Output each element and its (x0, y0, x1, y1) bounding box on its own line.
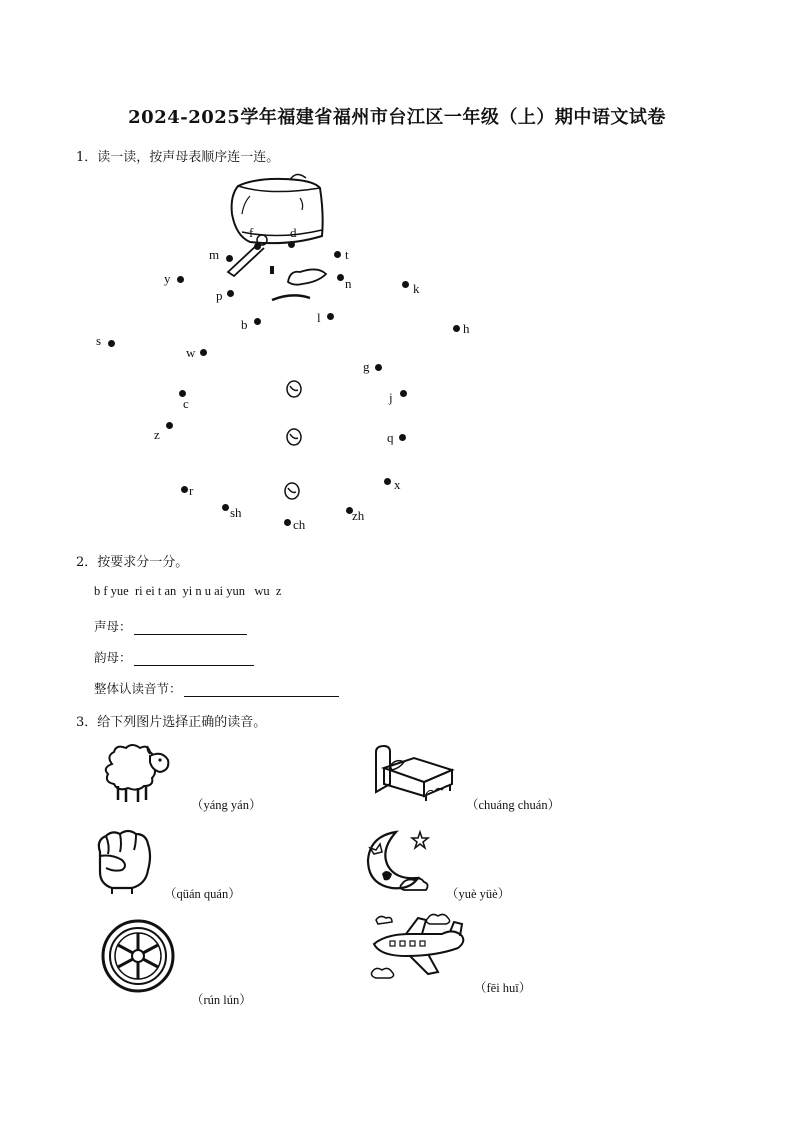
dot (400, 390, 407, 397)
dot (108, 340, 115, 347)
fist-options[interactable]: （qüán quán） (164, 887, 241, 901)
dot (254, 318, 261, 325)
dot (399, 434, 406, 441)
fist-icon (92, 826, 154, 894)
dot (375, 364, 382, 371)
dot-label: z (154, 427, 160, 442)
moon-icon (360, 826, 436, 896)
dot (334, 251, 341, 258)
dot-label: ch (293, 517, 306, 532)
yunmu-row (94, 648, 254, 666)
zhengti-label: 整体认读音节： (94, 681, 182, 696)
dot (327, 313, 334, 320)
dot-label: d (290, 225, 297, 240)
question-2-prompt: 2．按要求分一分。 (76, 555, 189, 570)
question-1-prompt: 1．读一读，按声母表顺序连一连。 (76, 150, 280, 165)
dot (453, 325, 460, 332)
dot (177, 276, 184, 283)
dot-label: l (317, 310, 321, 325)
dot-label: w (186, 345, 196, 360)
button-icon (282, 480, 302, 502)
dot-label: sh (230, 505, 242, 520)
dot-label: f (249, 225, 254, 240)
syllable-list: b f yue ri ei t an yi n u ai yun wu z (94, 584, 282, 598)
dot-label: j (389, 390, 393, 405)
dot-label: k (413, 281, 420, 296)
dot-label: r (189, 483, 194, 498)
sheep-icon (100, 742, 170, 804)
dot-label: p (216, 288, 223, 303)
wheel-options[interactable]: （rún lún） (191, 993, 252, 1007)
dot-label: x (394, 477, 401, 492)
yunmu-answer-line[interactable] (134, 651, 254, 666)
dot (226, 255, 233, 262)
dot (284, 519, 291, 526)
dot-label: b (241, 317, 248, 332)
mouth-icon (268, 262, 338, 307)
wheel-icon (100, 918, 176, 994)
question-3-prompt: 3．给下列图片选择正确的读音。 (76, 715, 267, 730)
dot-label: n (345, 276, 352, 291)
dot-label: m (209, 247, 220, 262)
dot-label: q (387, 430, 394, 445)
dot (254, 243, 261, 250)
button-icon (284, 426, 304, 448)
dot-label: t (345, 247, 349, 262)
dot-label: y (164, 271, 171, 286)
dot (200, 349, 207, 356)
dot-label: h (463, 321, 470, 336)
dot (181, 486, 188, 493)
dot (337, 274, 344, 281)
dot-label: s (96, 333, 102, 348)
bed-options[interactable]: （chuáng chuán） (466, 798, 561, 812)
zhengti-answer-line[interactable] (184, 682, 339, 697)
button-icon (284, 378, 304, 400)
dot-label: zh (352, 508, 365, 523)
dot (222, 504, 229, 511)
zhengti-row (94, 679, 339, 697)
dot (384, 478, 391, 485)
dot-label: g (363, 359, 370, 374)
dot (166, 422, 173, 429)
dot (227, 290, 234, 297)
shengmu-answer-line[interactable] (134, 620, 247, 635)
moon-options[interactable]: （yuè yüè） (446, 887, 511, 901)
page-title: 2024-2025学年福建省福州市台江区一年级（上）期中语文试卷 (128, 107, 666, 128)
dot (288, 241, 295, 248)
yunmu-label: 韵母： (94, 650, 132, 665)
shengmu-row (94, 617, 247, 635)
bed-icon (370, 744, 456, 802)
dot (402, 281, 409, 288)
airplane-options[interactable]: （fēi huī） (474, 981, 532, 995)
shengmu-label: 声母： (94, 619, 132, 634)
airplane-icon (366, 908, 470, 986)
sheep-options[interactable]: （yáng yán） (191, 798, 262, 812)
dot-label: c (183, 396, 189, 411)
